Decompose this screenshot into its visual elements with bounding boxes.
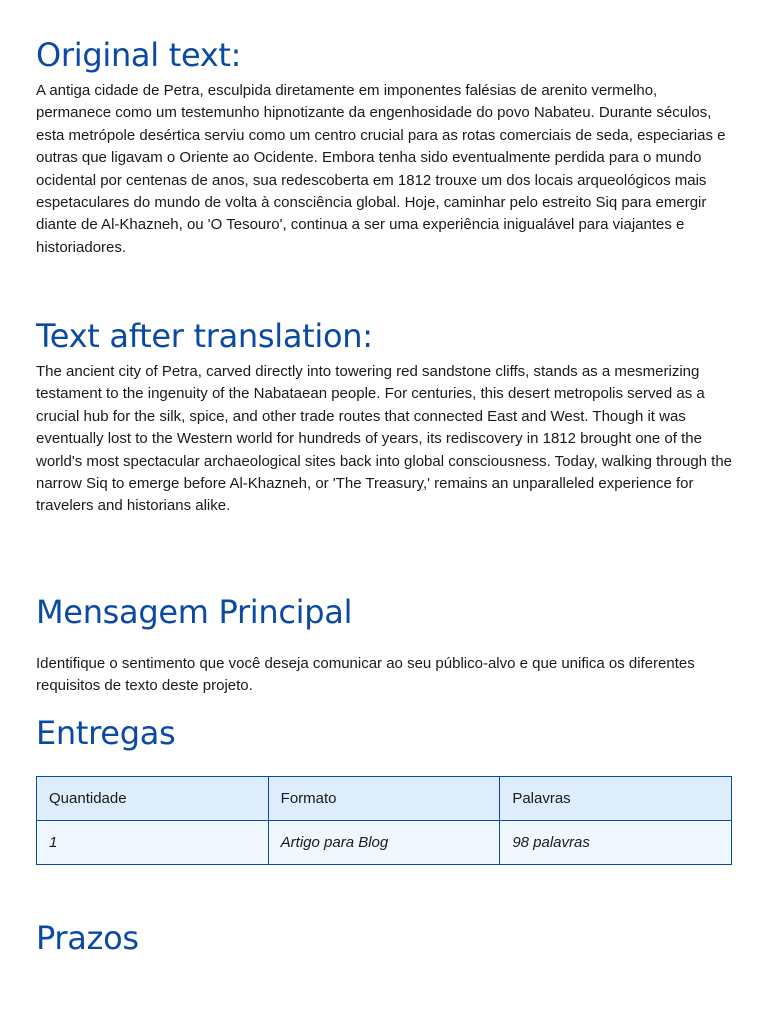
translated-text-heading: Text after translation: [36,317,373,355]
table-header-row [37,777,732,821]
original-text-heading: Original text: [36,36,242,74]
translated-text-paragraph: The ancient city of Petra, carved directly into towering red sandstone cliffs, stands as a mesmerizing testament to the ingenuity of the Nabataean people. For centuries, this desert metropolis served as a crucial hub for the silk, spice, and other trade routes that connected East and West. Though it was eventually lost to the Western world for hundreds of years, its rediscovery in 1812 brought one of the world's most spectacular archaeological sites back into global consciousness. Today, walking through the narrow Siq to emerge before Al-Khazneh, or 'The Treasury,' remains an unparalleled experience for travelers and historians alike. [36,363,733,515]
cell-palavras: 98 palavras [500,821,732,865]
cell-formato: Artigo para Blog [268,821,500,865]
column-header-quantidade: Quantidade [37,777,269,821]
original-text-paragraph: A antiga cidade de Petra, esculpida diretamente em imponentes falésias de arenito vermelho, permanece como um testemunho hipnotizante da engenhosidade do povo Nabateu. Durante séculos, esta metrópole desértica serviu como um centro crucial para as rotas comerciais de seda, especiarias e outras que ligavam o Oriente ao Ocidente. Embora tenha sido eventualmente perdida para o mundo ocidental por centenas de anos, sua redescoberta em 1812 trouxe um dos locais arqueológicos mais espetaculares do mundo de volta à consciência global. Hoje, caminhar pelo estreito Siq para emergir diante de Al-Khazneh, ou 'O Tesouro', continua a ser uma experiência inigualável para viajantes e historiadores. [36,82,726,256]
deadlines-heading: Prazos [36,919,139,957]
deliverables-heading: Entregas [36,714,176,752]
cell-quantidade: 1 [37,821,269,865]
table-row [37,821,732,865]
column-header-palavras: Palavras [500,777,732,821]
main-message-paragraph: Identifique o sentimento que você deseja comunicar ao seu público-alvo e que unifica os diferentes requisitos de texto deste projeto. [36,655,695,695]
column-header-formato: Formato [268,777,500,821]
deliverables-table [36,776,732,865]
main-message-heading: Mensagem Principal [36,593,353,631]
